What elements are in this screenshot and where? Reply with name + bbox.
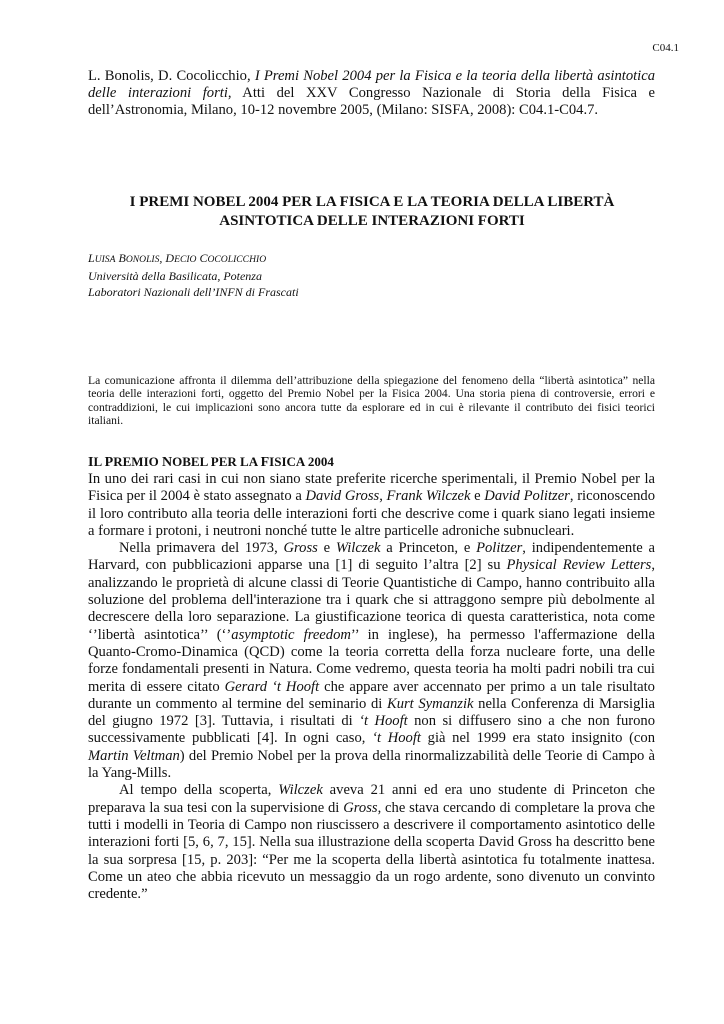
heading-part: OBEL PER LA [172,454,261,469]
text-run: e [470,488,485,505]
heading-part: REMIO [113,454,162,469]
affiliation-2: Laboratori Nazionali dell’INFN di Frascati [88,285,299,299]
text-run: già nel 1999 era stato insignito (con [420,730,656,747]
english-term: asymptotic freedom [231,626,351,643]
paper-title [80,193,664,231]
text-run: nella Conferenza di Marsiglia del giugno 1972 [3]. Tuttavia, i risultati di [88,695,655,730]
authors-block [88,250,299,300]
page-number: C04.1 [652,42,679,54]
text-run: a Princeton, e [380,540,477,557]
text-run: , riconoscendo il loro contributo alla teoria delle interazioni forti che descrive come i quark siano legati insieme a formare i protoni, i neutroni nonché tutte le altre particelle adroniche subnucleari. [88,488,655,539]
text-run: non si diffusero sino a che non furono successivamente pubblicati [4]. In ogni caso, [88,713,655,747]
author1-first-initial: L [88,251,95,265]
text-run: Nella primavera del 1973, [119,540,284,557]
text-run: ) del Premio Nobel per la prova della rinormalizzabilità delle Teorie di Campo à la Yang-Mills. [88,747,655,782]
text-run: , [379,488,387,505]
person-name: ‘t Hooft [359,713,408,730]
text-run: ’’ in inglese), ha permesso l'affermazione della Quanto-Cromo-Dinamica (QCD) come la teoria corretta della forza nucleare forte, una delle forze fondamentali presenti in Natura. Come vedremo, questa teoria ha molti padri nobili tra cui merita di essere citato [88,626,656,695]
text-run: , che stava cercando di completare la prova che tutti i modelli in Teoria di Campo non riuscissero a descrivere il comportamento asintotico delle interazioni forti [5, 6, 7, 15]. Nella sua illustrazione della scoperta David Gross ha descritto bene la sua sorpresa [15, p. 203]: “Per me la scoperta della libertà asintotica fu totalmente inattesa. Come un ateo che abbia ricevuto un messaggio da un rogo ardente, sono divenuto un convinto credente.” [88,799,656,903]
person-name: ‘t Hooft [372,730,421,747]
heading-part: ISICA 2004 [269,454,334,469]
heading-part: I [88,455,94,470]
affiliation-1: Università della Basilicata, Potenza [88,269,262,283]
abstract: La comunicazione affronta il dilemma dell’attribuzione della spiegazione del fenomeno della “libertà asintotica” nella teoria delle interazioni forti, oggetto del Premio Nobel per la Fisica 2004. Una storia piena di controversie, errori e contraddizioni, le cui implicazioni sono ancora tutte da esplorare ed in cui è rilevante il contributo dei fisici teorici italiani. [88,374,655,428]
person-name: Politzer [476,540,523,557]
citation-authors: L. Bonolis, D. Cocolicchio, [88,68,255,84]
text-run: In uno dei rari casi in cui non siano state preferite ricerche sperimentali, il Premio Nobel per la Fisica per il 2004 è stato assegnato a [88,471,655,505]
author1-first-rest: UISA [94,254,116,265]
heading-part: P [104,455,114,470]
text-run: che appare aver accennato per primo a un tale risultato durante un commento al termine del seminario di [88,678,655,712]
paper-title-line-2: ASINTOTICA DELLE INTERAZIONI FORTI [219,213,525,229]
person-name: Martin Veltman [88,747,180,764]
author1-last-initial: B [115,251,126,265]
author2-last-initial: C [196,251,208,265]
author2-first-initial: D [165,251,175,265]
citation-title: I Premi Nobel 2004 per la Fisica e la teoria della libertà asintotica delle interazioni forti [88,68,655,101]
journal-name: Physical Review Letters [506,557,652,574]
author1-last-rest: ONOLIS [125,254,160,265]
heading-part: L [93,454,105,469]
person-name: Kurt Symanzik [386,695,474,712]
paragraph-3 [88,782,655,903]
paragraph-2 [88,540,655,782]
paragraph-1 [88,471,655,540]
body-text [88,471,655,903]
text-run: , indipendentemente a Harvard, con pubblicazioni apparse una [1] di seguito l’altra [2] su [88,540,655,574]
person-name: David Politzer [484,488,570,505]
person-name: Gross [283,540,318,557]
text-run: e [317,540,336,557]
heading-part: F [260,455,270,470]
person-name: Frank Wilczek [386,488,471,505]
person-name: Wilczek [335,540,381,557]
author-separator: , [159,251,166,265]
author-names [88,250,299,268]
citation [88,68,655,119]
person-name: Wilczek [278,782,323,799]
person-name: David Gross [305,488,380,505]
section-heading [88,454,334,471]
author2-first-rest: ECIO [174,254,197,265]
text-run: , analizzando le proprietà di alcune classi di Teorie Quantistiche di Campo, hanno contribuito alla soluzione del problema dell'interazione tra i quark che si attraggono sempre più debolmente al decrescere della loro separazione. La giustificazione teorica di questa caratteristica, nota come ‘’libertà asintotica’’ (‘’ [88,557,655,643]
text-run: aveva 21 anni ed era uno studente di Princeton che preparava la sua tesi con la supervisione di [88,782,655,816]
person-name: Gross [343,799,378,816]
heading-part: N [161,455,173,470]
citation-source: , Atti del XXV Congresso Nazionale di Storia della Fisica e dell’Astronomia, Milano, 10-12 novembre 2005, (Milano: SISFA, 2008): C04.1-C04.7. [88,85,655,118]
text-run: Al tempo della scoperta, [119,782,279,799]
person-name: Gerard ‘t Hooft [224,678,320,695]
author2-last-rest: OCOLICCHIO [207,254,267,265]
paper-title-line-1: I PREMI NOBEL 2004 PER LA FISICA E LA TEORIA DELLA LIBERTÀ [129,194,615,210]
